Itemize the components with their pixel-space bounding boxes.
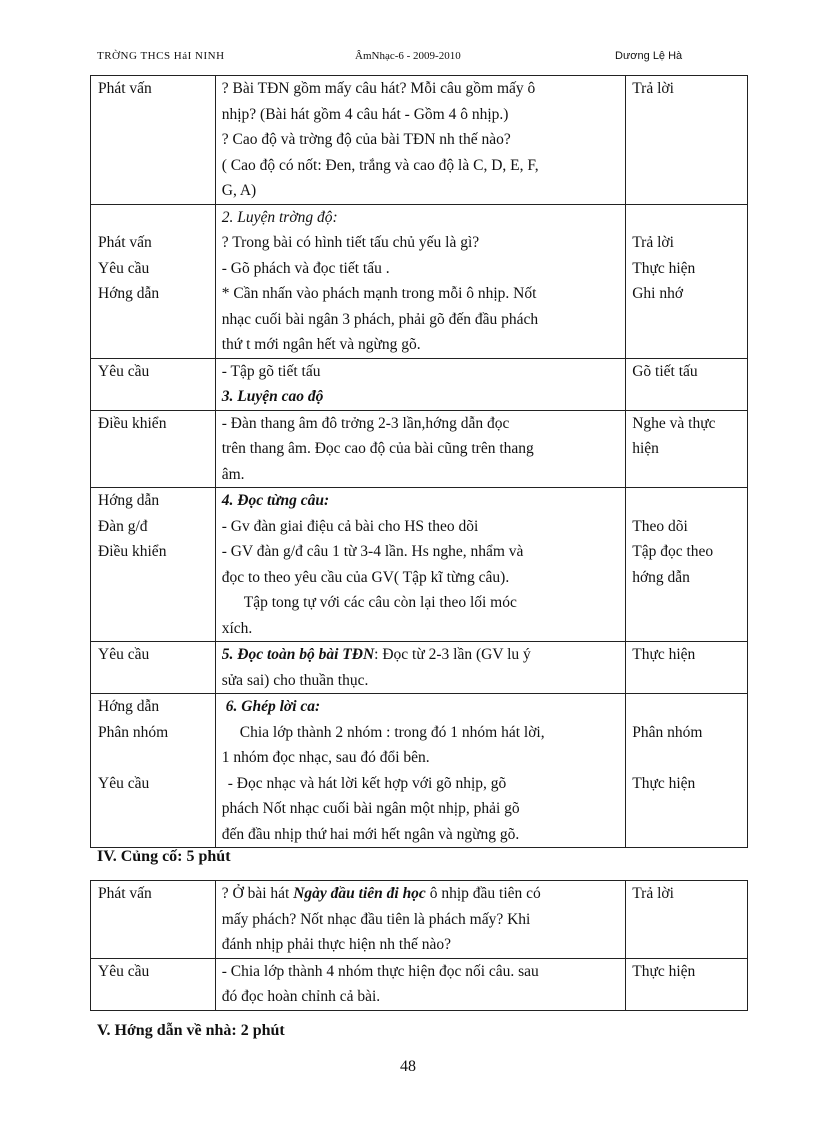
course-year: ÂmNhạc-6 - 2009-2010	[355, 50, 461, 62]
content-cell: 2. Luyện trờng độ: ? Trong bài có hình tiết tấu chủ yếu là gì? - Gõ phách và đọc tiết tấu . * Cần nhấn vào phách mạnh trong mỗi ô nhịp. Nốt nhạc cuối bài ngân 3 phách, phải gõ đến đầu phách thứ t mới ngân hết và ngừng gõ.	[215, 204, 625, 358]
section-heading-homework: V. Hớng dẫn về nhà: 2 phút	[97, 1022, 285, 1039]
teacher-activity-cell: Hớng dẫn Phân nhóm Yêu cầu	[91, 694, 216, 848]
subheading-pitch: 3. Luyện cao độ	[221, 388, 324, 405]
page-header	[97, 50, 737, 68]
student-activity-cell: Trả lời	[626, 76, 748, 205]
table-row	[91, 881, 748, 959]
consolidation-table	[90, 880, 748, 1011]
table-row	[91, 76, 748, 205]
teacher-activity-cell: Điều khiển	[91, 410, 216, 488]
subheading-read-whole: 5. Đọc toàn bộ bài TĐN	[221, 646, 375, 663]
student-activity-cell: Nghe và thực hiện	[626, 410, 748, 488]
teacher-name: Dương Lệ Hà	[615, 50, 683, 62]
table-row	[91, 642, 748, 694]
student-activity-cell: Theo dõi Tập đọc theo hớng dẫn	[626, 488, 748, 642]
table-row	[91, 958, 748, 1010]
table-row	[91, 358, 748, 410]
section-heading-consolidation: IV. Củng cố: 5 phút	[97, 848, 231, 865]
content-cell: 5. Đọc toàn bộ bài TĐN: Đọc từ 2-3 lần (GV lu ý sửa sai) cho thuần thục.	[215, 642, 625, 694]
content-cell: - Tập gõ tiết tấu 3. Luyện cao độ	[215, 358, 625, 410]
table-row	[91, 488, 748, 642]
teacher-activity-cell: Yêu cầu	[91, 642, 216, 694]
content-cell: 4. Đọc từng câu: - Gv đàn giai điệu cả bài cho HS theo dõi - GV đàn g/đ câu 1 từ 3-4 lần. Hs nghe, nhẩm và đọc to theo yêu cầu của GV( Tập kĩ từng câu). Tập tong tự với các câu còn lại theo lối móc xích.	[215, 488, 625, 642]
content-cell: - Chia lớp thành 4 nhóm thực hiện đọc nối câu. sau đó đọc hoàn chỉnh cả bài.	[215, 958, 625, 1010]
teacher-activity-cell: Phát vấn	[91, 881, 216, 959]
teacher-activity-cell: Yêu cầu	[91, 958, 216, 1010]
table-row	[91, 410, 748, 488]
student-activity-cell: Thực hiện	[626, 958, 748, 1010]
subheading-read-sentences: 4. Đọc từng câu:	[221, 492, 330, 509]
song-title: Ngày đầu tiên đi học	[293, 885, 426, 902]
content-cell: 6. Ghép lời ca: Chia lớp thành 2 nhóm : trong đó 1 nhóm hát lời, 1 nhóm đọc nhạc, sau đó đổi bên. - Đọc nhạc và hát lời kết hợp với gõ nhịp, gõ phách Nốt nhạc cuối bài ngân một nhịp, phải gõ đến đầu nhịp thứ hai mới hết ngân và ngừng gõ.	[215, 694, 625, 848]
page-number: 48	[400, 1058, 416, 1075]
student-activity-cell: Trả lời Thực hiện Ghi nhớ	[626, 204, 748, 358]
subheading-rhythm: 2. Luyện trờng độ:	[221, 208, 338, 226]
content-cell: ? Ở bài hát Ngày đầu tiên đi học ô nhịp đầu tiên có mấy phách? Nốt nhạc đầu tiên là phách mấy? Khi đánh nhịp phải thực hiện nh thế nào?	[215, 881, 625, 959]
school-name: TRỜNG THCS HảI NINH	[97, 50, 225, 62]
teacher-activity-cell: Yêu cầu	[91, 358, 216, 410]
content-cell: - Đàn thang âm đô trởng 2-3 lần,hớng dẫn đọc trên thang âm. Đọc cao độ của bài cũng trên thang âm.	[215, 410, 625, 488]
student-activity-cell: Trả lời	[626, 881, 748, 959]
student-activity-cell: Thực hiện	[626, 642, 748, 694]
table-row	[91, 204, 748, 358]
student-activity-cell: Gõ tiết tấu	[626, 358, 748, 410]
teacher-activity-cell: Phát vấn Yêu cầu Hớng dẫn	[91, 204, 216, 358]
teacher-activity-cell: Phát vấn	[91, 76, 216, 205]
table-row	[91, 694, 748, 848]
content-cell: ? Bài TĐN gồm mấy câu hát? Mỗi câu gồm mấy ô nhịp? (Bài hát gồm 4 câu hát - Gồm 4 ô nhịp.) ? Cao độ và trờng độ của bài TĐN nh thế nào? ( Cao độ có nốt: Đen, trắng và cao độ là C, D, E, F, G, A)	[215, 76, 625, 205]
student-activity-cell: Phân nhóm Thực hiện	[626, 694, 748, 848]
subheading-lyrics: 6. Ghép lời ca:	[225, 698, 321, 715]
lesson-activity-table	[90, 75, 748, 848]
teacher-activity-cell: Hớng dẫn Đàn g/đ Điều khiển	[91, 488, 216, 642]
